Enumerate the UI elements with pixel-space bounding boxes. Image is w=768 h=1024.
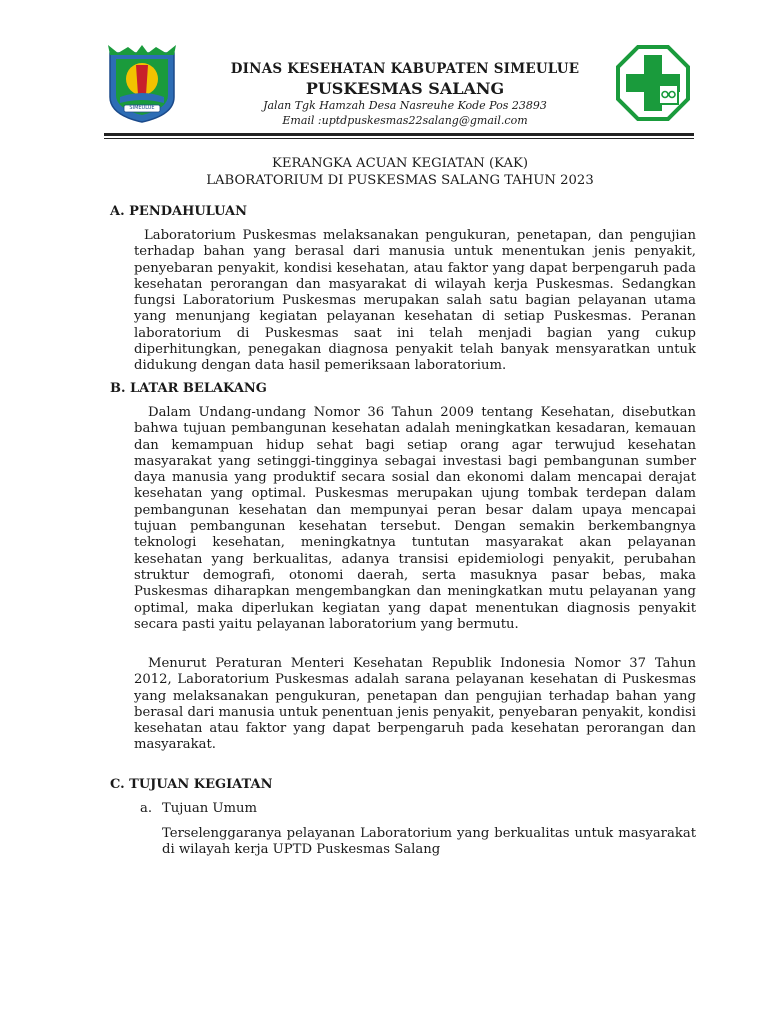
sub-item-a-title: Tujuan Umum — [162, 801, 258, 816]
logo-caption: SIMEULUE — [129, 105, 155, 111]
puskesmas-logo — [616, 44, 690, 122]
section-b-heading: B. LATAR BELAKANG — [110, 381, 267, 396]
email-line: Email :uptdpuskesmas22salang@gmail.com — [282, 114, 528, 127]
document-title-line1: KERANGKA ACUAN KEGIATAN (KAK) — [272, 156, 528, 171]
agency-name: DINAS KESEHATAN KABUPATEN SIMEULUE — [230, 61, 580, 77]
simeulue-logo — [106, 45, 178, 123]
section-b-paragraph-1: Dalam Undang-undang Nomor 36 Tahun 2009 tentang Kesehatan, disebutkan bahwa tujuan pembangunan kesehatan adalah meningkatkan kesadaran, kemauan dan kemampuan hidup sehat bagi setiap orang agar terwujud kesehatan masyarakat yang setinggi-tingginya sebagai investasi bagi pembangunan sumber daya manusia yang produktif secara sosial dan ekonomi dalam mencapai derajat kesehatan yang optimal. Puskesmas merupakan ujung tombak terdepan dalam pembangunan kesehatan dan mempunyai peran besar dalam upaya mencapai tujuan pembangunan kesehatan tersebut. Dengan semakin berkembangnya teknologi kesehatan, meningkatnya tuntutan masyarakat akan pelayanan kesehatan yang berkualitas, adanya transisi epidemiologi penyakit, perubahan struktur demografi, otonomi daerah, serta masuknya pasar bebas, maka Puskesmas diharapkan mengembangkan dan meningkatkan mutu pelayanan yang optimal, maka diperlukan kegiatan yang dapat menentukan diagnosis penyakit secara pasti yaitu pelayanan laboratorium yang bermutu. — [134, 405, 696, 632]
sub-item-a-text: Terselenggaranya pelayanan Laboratorium yang berkualitas untuk masyarakat di wilayah kerja UPTD Puskesmas Salang — [162, 826, 696, 858]
address-line: Jalan Tgk Hamzah Desa Nasreuhe Kode Pos 23893 — [263, 99, 547, 112]
section-a-heading: A. PENDAHULUAN — [110, 204, 248, 219]
facility-name: PUSKESMAS SALANG — [305, 79, 505, 98]
section-a-paragraph: Laboratorium Puskesmas melaksanakan pengukuran, penetapan, dan pengujian terhadap bahan yang berasal dari manusia untuk menentukan jenis penyakit, penyebaran penyakit, kondisi kesehatan, atau faktor yang dapat berpengaruh pada kesehatan perorangan dan masyarakat di wilayah kerja Puskesmas. Sedangkan fungsi Laboratorium Puskesmas merupakan salah satu bagian pelayanan utama yang menunjang kegiatan pelayanan kesehatan di setiap Puskesmas. Peranan laboratorium di Puskesmas saat ini telah menjadi bagian yang cukup diperhitungkan, penegakan diagnosa penyakit telah banyak mensyaratkan untuk didukung dengan data hasil pemeriksaan laboratorium. — [134, 228, 696, 374]
sub-item-a-label: a. — [140, 801, 153, 816]
section-b-paragraph-2: Menurut Peraturan Menteri Kesehatan Republik Indonesia Nomor 37 Tahun 2012, Laboratorium Puskesmas adalah sarana pelayanan kesehatan di Puskesmas yang melaksanakan pengukuran, penetapan dan pengujian terhadap bahan yang berasal dari manusia untuk penentuan jenis penyakit, penyebaran penyakit, kondisi kesehatan atau faktor yang dapat berpengaruh pada kesehatan perorangan dan masyarakat. — [134, 656, 696, 753]
letterhead-divider — [104, 133, 694, 139]
document-title-line2: LABORATORIUM DI PUSKESMAS SALANG TAHUN 2023 — [206, 173, 594, 188]
section-c-heading: C. TUJUAN KEGIATAN — [110, 777, 273, 792]
